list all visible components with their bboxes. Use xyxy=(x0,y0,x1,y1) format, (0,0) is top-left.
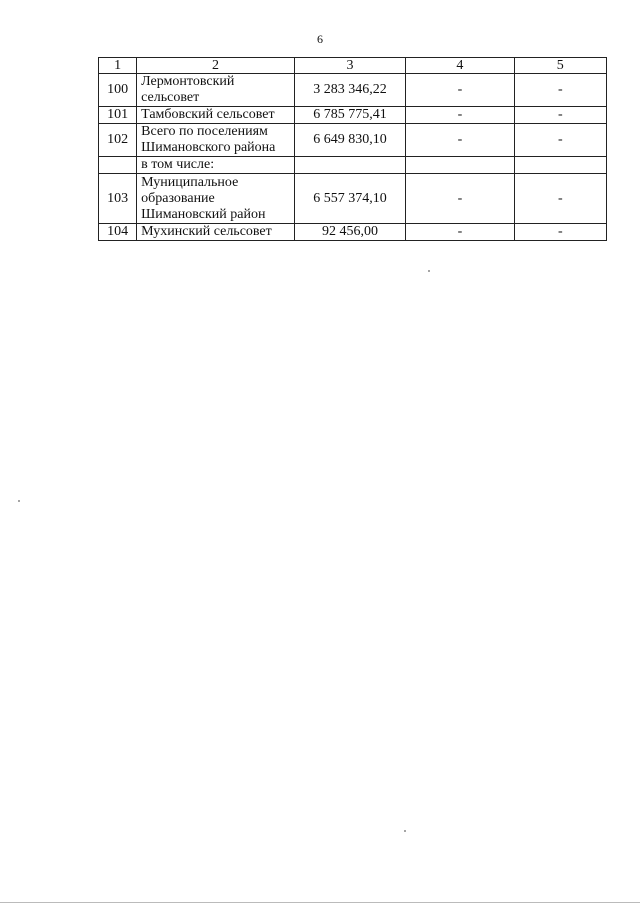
row-sum: 6 785 775,41 xyxy=(294,107,405,124)
row-sum: 6 649 830,10 xyxy=(294,124,405,157)
row-number: 101 xyxy=(99,107,137,124)
table-row xyxy=(99,157,607,174)
header-col-3: 3 xyxy=(294,58,405,74)
row-name: Лермонтовский сельсовет xyxy=(137,74,295,107)
row-col-4: - xyxy=(406,224,514,241)
row-sum: 3 283 346,22 xyxy=(294,74,405,107)
table-row xyxy=(99,124,607,157)
data-table xyxy=(98,57,607,241)
row-sum: 6 557 374,10 xyxy=(294,174,405,224)
row-number: 104 xyxy=(99,224,137,241)
row-number: 102 xyxy=(99,124,137,157)
row-name: Всего по поселениям Шимановского района xyxy=(137,124,295,157)
row-name: Муниципальное образование Шимановский район xyxy=(137,174,295,224)
row-number: 100 xyxy=(99,74,137,107)
header-col-5: 5 xyxy=(514,58,606,74)
row-col-5: - xyxy=(514,224,606,241)
header-col-1: 1 xyxy=(99,58,137,74)
row-col-4: - xyxy=(406,74,514,107)
header-col-2: 2 xyxy=(137,58,295,74)
table-row xyxy=(99,174,607,224)
row-col-4: - xyxy=(406,124,514,157)
scan-speck xyxy=(404,830,406,832)
scan-speck xyxy=(428,270,430,272)
row-col-4: - xyxy=(406,107,514,124)
row-col-5: - xyxy=(514,74,606,107)
table-row xyxy=(99,74,607,107)
row-col-5: - xyxy=(514,174,606,224)
row-col-4 xyxy=(406,157,514,174)
page-number: 6 xyxy=(317,32,323,46)
row-col-5 xyxy=(514,157,606,174)
row-col-5: - xyxy=(514,124,606,157)
row-col-4: - xyxy=(406,174,514,224)
row-sum xyxy=(294,157,405,174)
row-name: в том числе: xyxy=(137,157,295,174)
scan-speck xyxy=(18,500,20,502)
table-row xyxy=(99,107,607,124)
scan-bottom-edge xyxy=(0,902,640,903)
row-name: Мухинский сельсовет xyxy=(137,224,295,241)
table-row xyxy=(99,224,607,241)
row-sum: 92 456,00 xyxy=(294,224,405,241)
row-name: Тамбовский сельсовет xyxy=(137,107,295,124)
row-number: 103 xyxy=(99,174,137,224)
header-col-4: 4 xyxy=(406,58,514,74)
row-col-5: - xyxy=(514,107,606,124)
table-header-row xyxy=(99,58,607,74)
row-number xyxy=(99,157,137,174)
